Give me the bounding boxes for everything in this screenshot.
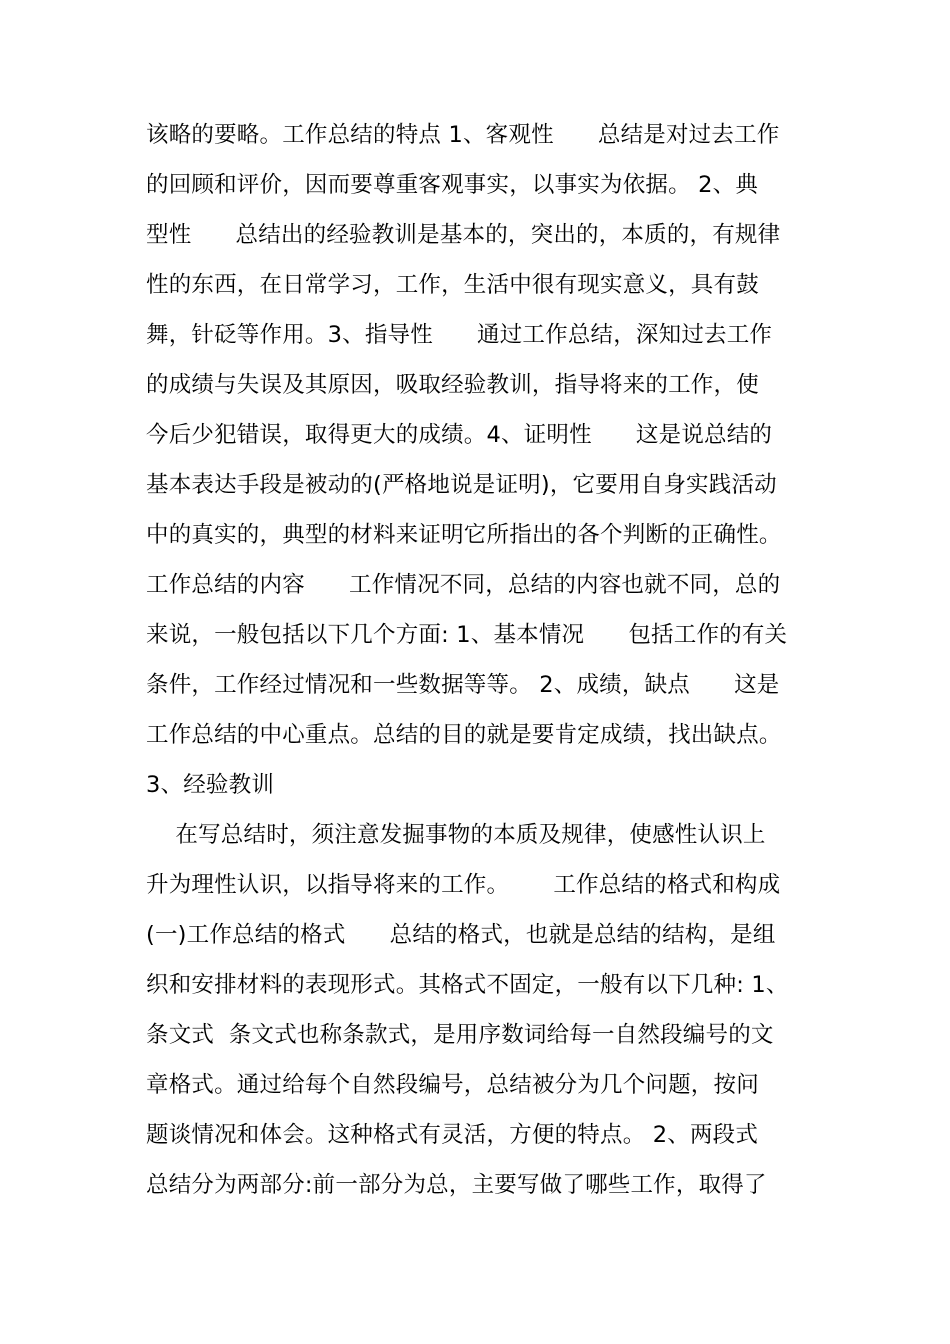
text-line: 题谈情况和体会。这种格式有灵活，方便的特点。 2、两段式 [146, 1122, 759, 1148]
text-line: 工作总结的内容 工作情况不同，总结的内容也就不同，总的 [146, 572, 781, 598]
text-line: 的成绩与失误及其原因，吸取经验教训，指导将来的工作，使 [146, 372, 759, 398]
text-line: 中的真实的，典型的材料来证明它所指出的各个判断的正确性。 [146, 522, 782, 548]
text-line: 的回顾和评价，因而要尊重客观事实，以事实为依据。 2、典 [146, 172, 759, 198]
text-line: 总结分为两部分:前一部分为总，主要写做了哪些工作，取得了 [146, 1172, 767, 1198]
text-line: 在写总结时，须注意发掘事物的本质及规律，使感性认识上 [146, 822, 766, 848]
text-line: 工作总结的中心重点。总结的目的就是要肯定成绩，找出缺点。 [146, 722, 782, 748]
text-line: 织和安排材料的表现形式。其格式不固定，一般有以下几种: 1、 [146, 972, 789, 998]
text-line: 舞，针砭等作用。3、指导性 通过工作总结，深知过去工作 [146, 322, 773, 348]
text-line: 来说，一般包括以下几个方面: 1、基本情况 包括工作的有关 [146, 622, 788, 648]
document-body [146, 116, 826, 1216]
text-line: 今后少犯错误，取得更大的成绩。4、证明性 这是说总结的 [146, 422, 773, 448]
text-line: 章格式。通过给每个自然段编号，总结被分为几个问题，按问 [146, 1072, 759, 1098]
text-line: 条文式 条文式也称条款式，是用序数词给每一自然段编号的文 [146, 1022, 774, 1048]
text-line: 基本表达手段是被动的(严格地说是证明)，它要用自身实践活动 [146, 472, 777, 498]
text-line: 性的东西，在日常学习，工作，生活中很有现实意义，具有鼓 [146, 272, 759, 298]
text-line: 升为理性认识，以指导将来的工作。 工作总结的格式和构成 [146, 872, 781, 898]
text-line: 该略的要略。工作总结的特点 1、客观性 总结是对过去工作 [146, 122, 780, 148]
text-line: (一)工作总结的格式 总结的格式，也就是总结的结构，是组 [146, 922, 776, 948]
text-line: 3、经验教训 [146, 772, 275, 798]
text-line: 型性 总结出的经验教训是基本的，突出的，本质的，有规律 [146, 222, 781, 248]
text-line: 条件，工作经过情况和一些数据等等。 2、成绩，缺点 这是 [146, 672, 780, 698]
